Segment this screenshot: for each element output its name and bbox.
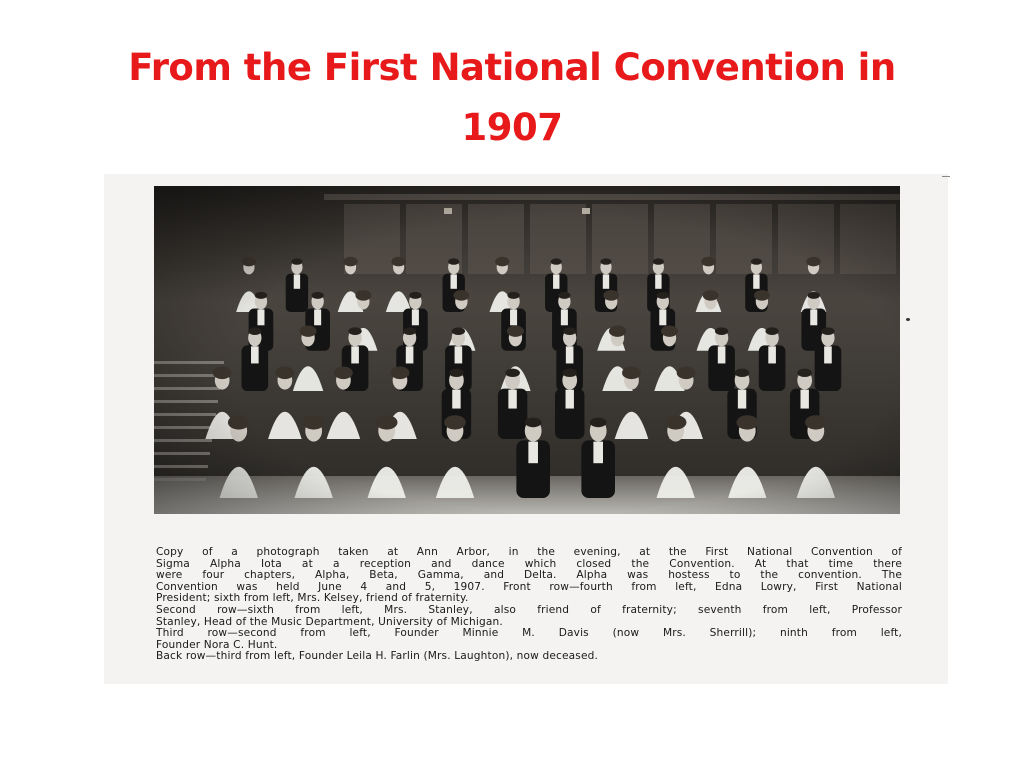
slide-title-line-1: From the First National Convention in	[128, 46, 896, 89]
caption-line: President; sixth from left, Mrs. Kelsey, friend of fraternity.	[156, 593, 469, 605]
group-photograph-image	[154, 186, 900, 514]
caption-line: Second row—sixth from left, Mrs. Stanley, also friend of fraternity; seventh from left, Professor	[156, 604, 902, 616]
caption-line: Copy of a photograph taken at Ann Arbor, in the evening, at the First National Convention of	[156, 547, 902, 558]
caption-line: Convention was held June 4 and 5, 1907. Front row—fourth from left, Edna Lowry, First National	[156, 581, 902, 593]
photo-caption	[156, 547, 902, 663]
slide-title-line-2: 1907	[461, 106, 563, 149]
photo-vignette	[154, 186, 900, 514]
caption-line: were four chapters, Alpha, Beta, Gamma, and Delta. Alpha was hostess to the convention. The	[156, 570, 902, 582]
caption-line: Stanley, Head of the Music Department, University of Michigan.	[156, 616, 503, 628]
caption-line: Back row—third from left, Founder Leila H. Farlin (Mrs. Laughton), now deceased.	[156, 651, 599, 663]
group-photograph	[154, 186, 900, 514]
caption-line: Third row—second from left, Founder Minnie M. Davis (now Mrs. Sherrill); ninth from left,	[156, 628, 902, 640]
scan-speck	[906, 318, 910, 321]
caption-line: Founder Nora C. Hunt.	[156, 639, 278, 651]
slide-title	[60, 38, 964, 158]
scanned-page	[104, 174, 948, 684]
scan-edge-mark	[942, 176, 950, 177]
caption-line: Sigma Alpha Iota at a reception and dance which closed the Convention. At that time there	[156, 558, 902, 570]
